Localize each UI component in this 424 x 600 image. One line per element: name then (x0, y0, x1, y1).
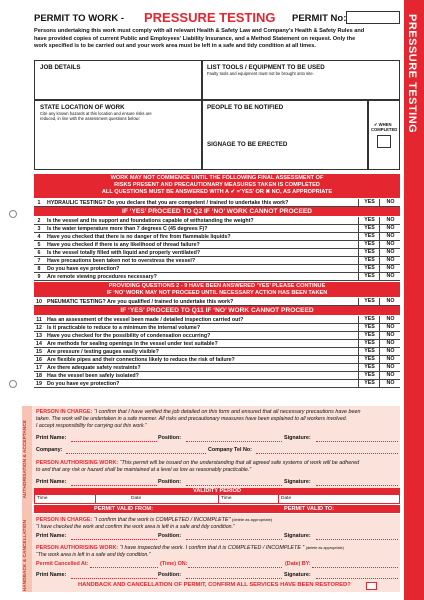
question-number: 15 (36, 349, 42, 355)
intro-line: Persons undertaking this work must comply with all relevant Health & Safety Law and Company's Health & Safety Rules and (34, 28, 365, 34)
question-row (34, 249, 400, 257)
banner-line: PROVIDING QUESTIONS 2 - 9 HAVE BEEN ANSWERED ‘YES’ PLEASE CONTINUE (108, 283, 326, 289)
question-number: 16 (36, 357, 42, 363)
yes-cell[interactable]: YES (358, 380, 380, 387)
permit-no-label: PERMIT No: (292, 13, 347, 24)
no-cell[interactable]: NO (379, 356, 401, 363)
question-text: HYDRAULIC TESTING? Do you declare that you are competent / trained to undertake this work? (47, 200, 289, 206)
print-name-field[interactable] (71, 441, 157, 442)
handback-pic-label: PERSON IN CHARGE: (36, 517, 93, 523)
punch-hole (9, 380, 17, 388)
question-row (34, 316, 400, 324)
when-completed-checkbox[interactable] (377, 135, 391, 148)
question-number: 14 (36, 341, 42, 347)
auth-pic-label: PERSON IN CHARGE: (36, 409, 93, 415)
question-text: Are methods for sealing openings in the vessel under test suitable? (47, 341, 218, 347)
yes-cell[interactable]: YES (358, 241, 380, 248)
services-restored-checkbox[interactable] (366, 582, 377, 590)
banner-line: WORK MAY NOT COMMENCE UNTIL THE FOLLOWING FINAL ASSESSMENT OF (110, 175, 324, 181)
question-text: Are pressure / testing gauges easily visible? (47, 349, 159, 355)
banner-line: ALL QUESTIONS MUST BE ANSWERED WITH A ✔ =’YES’ OR ✖ NO, AS APPROPRIATE (101, 189, 333, 195)
question-text: Do you have eye protection? (47, 266, 120, 272)
question-text: Have you checked for the possibility of condensation occurring? (47, 333, 211, 339)
when-label: ✔ WHEN (374, 122, 392, 127)
validity-fields (34, 494, 400, 504)
handback-side-label: HANDBACK & CANCELLATION (23, 520, 28, 592)
list-tools-box[interactable] (202, 60, 400, 100)
question-row (34, 348, 400, 356)
print-name-field[interactable] (71, 539, 157, 540)
auth-pic-text: “I confirm that I have verified the job detailed on this form and ensured that all necessary precautions have been (93, 409, 361, 415)
yes-cell[interactable]: YES (358, 217, 380, 224)
question-row (34, 199, 400, 207)
no-cell[interactable]: NO (379, 233, 401, 240)
question-number: 12 (36, 325, 42, 331)
yes-cell[interactable]: YES (358, 372, 380, 379)
company-field[interactable] (66, 453, 206, 454)
valid-to-label: PERMIT VALID TO: (284, 506, 335, 512)
position-field[interactable] (186, 539, 282, 540)
side-tab-label: PRESSURE TESTING (406, 14, 418, 134)
handback-side-tab (22, 514, 32, 592)
validity-title: VALIDITY PERIOD (34, 488, 400, 495)
permit-to-work-label: PERMIT TO WORK - (34, 13, 125, 24)
position-field[interactable] (186, 485, 282, 486)
job-details-label: JOB DETAILS (40, 64, 81, 71)
completed-label: COMPLETED (371, 127, 398, 132)
no-cell[interactable]: NO (379, 324, 401, 331)
question-text: Has an assessment of the vessel been made / detailed inspection carried out? (47, 317, 244, 323)
date-by-label: (Date) BY: (285, 561, 311, 567)
no-cell[interactable]: NO (379, 348, 401, 355)
signature-label: Signature: (284, 572, 311, 578)
signature-field[interactable] (316, 485, 398, 486)
valid-to-date-label: Date (281, 496, 292, 501)
company-tel-label: Company Tel No: (208, 447, 252, 453)
yes-cell[interactable]: YES (358, 298, 380, 305)
cancelled-at-field[interactable] (90, 567, 158, 568)
handback-paw-text: “I have inspected the work. I confirm that it is COMPLETED / INCOMPLETE ” (119, 545, 305, 551)
auth-pic-block (36, 409, 361, 415)
position-label: Position: (158, 533, 182, 539)
question-text: Have you checked if there is any likelihood of thread failure? (47, 242, 200, 248)
question-row (34, 265, 400, 273)
print-name-label: Print Name: (36, 533, 67, 539)
no-cell[interactable]: NO (379, 265, 401, 272)
question-row (34, 273, 400, 281)
question-number: 10 (36, 299, 42, 305)
question-row (34, 241, 400, 249)
no-cell[interactable]: NO (379, 380, 401, 387)
question-row (34, 324, 400, 332)
company-label: Company: (36, 447, 63, 453)
list-tools-label: LIST TOOLS / EQUIPMENT TO BE USED (207, 64, 325, 71)
location-note-2: reduced, in line with the assessment questions below: (40, 116, 140, 121)
signature-field[interactable] (316, 578, 398, 579)
question-number: 19 (36, 381, 42, 387)
divider (278, 495, 279, 503)
question-number: 2 (37, 218, 41, 224)
no-cell[interactable]: NO (379, 372, 401, 379)
location-box[interactable] (34, 100, 202, 170)
location-note-1: Cite any known hazards at this location and ensure risks are (40, 111, 152, 116)
banner-line: RISKS PRESENT AND PRECAUTIONARY MEASURES TAKEN IS COMPLETED (114, 182, 320, 188)
auth-pic-text-2: taken. The work will be undertaken in a safe manner. All risks and precautionary measures have been explained to all workers involved. (36, 416, 348, 422)
no-cell[interactable]: NO (379, 340, 401, 347)
signature-label: Signature: (284, 435, 311, 441)
no-cell[interactable]: NO (379, 217, 401, 224)
question-text: Have precautions been taken not to overstress the vessel? (47, 258, 196, 264)
question-text: Is the vessel totally filled with liquid and properly ventilated? (47, 250, 201, 256)
handback-footer: HANDBACK AND CANCELLATION OF PERMIT, CONFIRM ALL SERVICES HAVE BEEN RESTORED? (78, 582, 351, 588)
no-cell[interactable]: NO (379, 298, 401, 305)
question-row (34, 380, 400, 388)
no-cell[interactable]: NO (379, 225, 401, 232)
authorisation-side-tab (22, 406, 32, 514)
question-row (34, 225, 400, 233)
valid-from-time-label: Time (37, 496, 48, 501)
valid-from-label: PERMIT VALID FROM: (94, 506, 153, 512)
yes-cell[interactable]: YES (358, 324, 380, 331)
question-text: Is it practicable to reduce to a minimum the internal volume? (47, 325, 201, 331)
signage-label: SIGNAGE TO BE ERECTED (207, 141, 288, 148)
punch-hole (9, 210, 17, 218)
yes-cell[interactable]: YES (358, 273, 380, 280)
auth-pic-text-3: I accept responsibility for carrying out this work.” (36, 423, 147, 429)
no-cell[interactable]: NO (379, 199, 401, 206)
no-cell[interactable]: NO (379, 249, 401, 256)
intro-text (34, 28, 400, 51)
company-tel-field[interactable] (256, 453, 398, 454)
print-name-field[interactable] (71, 578, 157, 579)
people-notified-label: PEOPLE TO BE NOTIFIED (207, 104, 284, 111)
assessment-banner (34, 174, 400, 198)
handback-pic-note: (delete as appropriate) (231, 517, 273, 522)
no-cell[interactable]: NO (379, 364, 401, 371)
side-tab (404, 0, 424, 600)
question-number: 9 (37, 274, 41, 280)
question-row (34, 364, 400, 372)
question-number: 18 (36, 373, 42, 379)
auth-paw-label: PERSON AUTHORISING WORK: (36, 460, 119, 466)
valid-from-date-label: Date (131, 496, 142, 501)
question-row (34, 332, 400, 340)
question-row (34, 356, 400, 364)
no-cell[interactable]: NO (379, 316, 401, 323)
no-cell[interactable]: NO (379, 241, 401, 248)
question-text: Are there adequate safety restraints? (47, 365, 141, 371)
question-text: Do you have eye protection? (47, 381, 120, 387)
time-on-field[interactable] (188, 567, 282, 568)
handback-paw-text-2: “The work area is left in a safe and tidy condition.” (36, 552, 151, 558)
auth-paw-block (36, 460, 359, 466)
continue-banner (34, 282, 400, 297)
question-text: Are remote viewing procedures necessary? (47, 274, 157, 280)
position-field[interactable] (186, 578, 282, 579)
location-label: STATE LOCATION OF WORK (40, 104, 125, 111)
list-tools-note: Faulty tools and equipment must not be brought onto site. (207, 71, 314, 76)
handback-paw-block (36, 545, 344, 551)
question-number: 7 (37, 258, 41, 264)
divider (218, 495, 219, 503)
question-number: 5 (37, 242, 41, 248)
question-row (34, 233, 400, 241)
question-row (34, 217, 400, 225)
proceed-q11-banner: IF ‘YES’ PROCEED TO Q11 IF ‘NO’ WORK CANNOT PROCEED (34, 306, 400, 315)
yes-cell[interactable]: YES (358, 233, 380, 240)
question-text: Is the vessel and its support and foundations capable of withstanding the weight? (47, 218, 254, 224)
yes-cell[interactable]: YES (358, 265, 380, 272)
validity-header (34, 505, 400, 513)
yes-cell[interactable]: YES (358, 199, 380, 206)
question-row (34, 340, 400, 348)
no-cell[interactable]: NO (379, 257, 401, 264)
signature-field[interactable] (316, 441, 398, 442)
question-text: Has the vessel been safely isolated? (47, 373, 139, 379)
banner-line: IF ‘NO’ WORK MAY NOT PROCEED UNTIL NECESSARY ACTION HAS BEEN TAKEN (106, 290, 328, 296)
handback-pic-text: “I confirm that the work is COMPLETED / INCOMPLETE” (93, 517, 231, 523)
question-number: 6 (37, 250, 41, 256)
auth-paw-text: “This permit will be issued on the understanding that all agreed safe systems of work will be adhered (119, 460, 360, 466)
position-label: Position: (158, 572, 182, 578)
intro-line: have provided copies of current Public and Employees' Liability Insurance, and a Method Statement on request. Only the (34, 35, 356, 42)
signature-label: Signature: (284, 479, 311, 485)
signature-field[interactable] (316, 539, 398, 540)
question-number: 3 (37, 226, 41, 232)
when-completed-box (368, 100, 400, 170)
intro-line: work specified is to be carried out and your work area must be left in a safe and tidy condition at all times. (34, 43, 316, 49)
question-number: 11 (36, 317, 42, 323)
question-text: PNEUMATIC TESTING? Are you qualified / trained to undertake this work? (47, 299, 234, 305)
print-name-label: Print Name: (36, 479, 67, 485)
yes-cell[interactable]: YES (358, 332, 380, 339)
no-cell[interactable]: NO (379, 332, 401, 339)
yes-cell[interactable]: YES (358, 356, 380, 363)
print-name-field[interactable] (71, 485, 157, 486)
auth-paw-text-2: to and that any risk or hazard shall be maintained at a level as low as reasonably practicable.” (36, 467, 252, 473)
valid-to-time-label: Time (221, 496, 232, 501)
question-row (34, 372, 400, 380)
position-label: Position: (158, 479, 182, 485)
yes-cell[interactable]: YES (358, 364, 380, 371)
proceed-q2-banner: IF ‘YES’ PROCEED TO Q2 IF ‘NO’ WORK CANNOT PROCEED (34, 207, 400, 216)
yes-cell[interactable]: YES (358, 225, 380, 232)
no-cell[interactable]: NO (379, 273, 401, 280)
divider (95, 495, 96, 503)
question-text: Have you checked that there is no danger of fire from flammable liquids? (47, 234, 231, 240)
handback-paw-label: PERSON AUTHORISING WORK: (36, 545, 119, 551)
yes-cell[interactable]: YES (358, 316, 380, 323)
job-details-box[interactable] (34, 60, 202, 100)
print-name-label: Print Name: (36, 435, 67, 441)
page-title: PRESSURE TESTING (144, 10, 276, 25)
position-label: Position: (158, 435, 182, 441)
yes-cell[interactable]: YES (358, 257, 380, 264)
question-number: 1 (37, 200, 41, 206)
cancelled-at-label: Permit Cancelled At: (36, 561, 89, 567)
time-on-label: (Time) ON: (160, 561, 188, 567)
question-text: Is the water temperature more than 7 degrees C (45 degrees F)? (47, 226, 208, 232)
question-number: 8 (37, 266, 41, 272)
authorisation-side-label: AUTHORISATION & ACCEPTANCE (23, 420, 28, 499)
date-by-field[interactable] (312, 567, 398, 568)
yes-cell[interactable]: YES (358, 348, 380, 355)
handback-pic-block (36, 517, 272, 523)
handback-paw-note: (delete as appropriate) (305, 546, 344, 550)
question-text: Are flexible pipes and their connections likely to reduce the risk of failure? (47, 357, 235, 363)
position-field[interactable] (186, 441, 282, 442)
yes-cell[interactable]: YES (358, 340, 380, 347)
question-row (34, 298, 400, 306)
print-name-label: Print Name: (36, 572, 67, 578)
question-number: 13 (36, 333, 42, 339)
question-number: 4 (37, 234, 41, 240)
question-number: 17 (36, 365, 42, 371)
question-row (34, 257, 400, 265)
permit-no-field[interactable] (346, 11, 400, 24)
handback-pic-text-2: “I have checked the work and confirm the work area is left in a safe and tidy condition.” (36, 524, 235, 530)
signature-label: Signature: (284, 533, 311, 539)
yes-cell[interactable]: YES (358, 249, 380, 256)
people-notified-box[interactable] (202, 100, 368, 170)
